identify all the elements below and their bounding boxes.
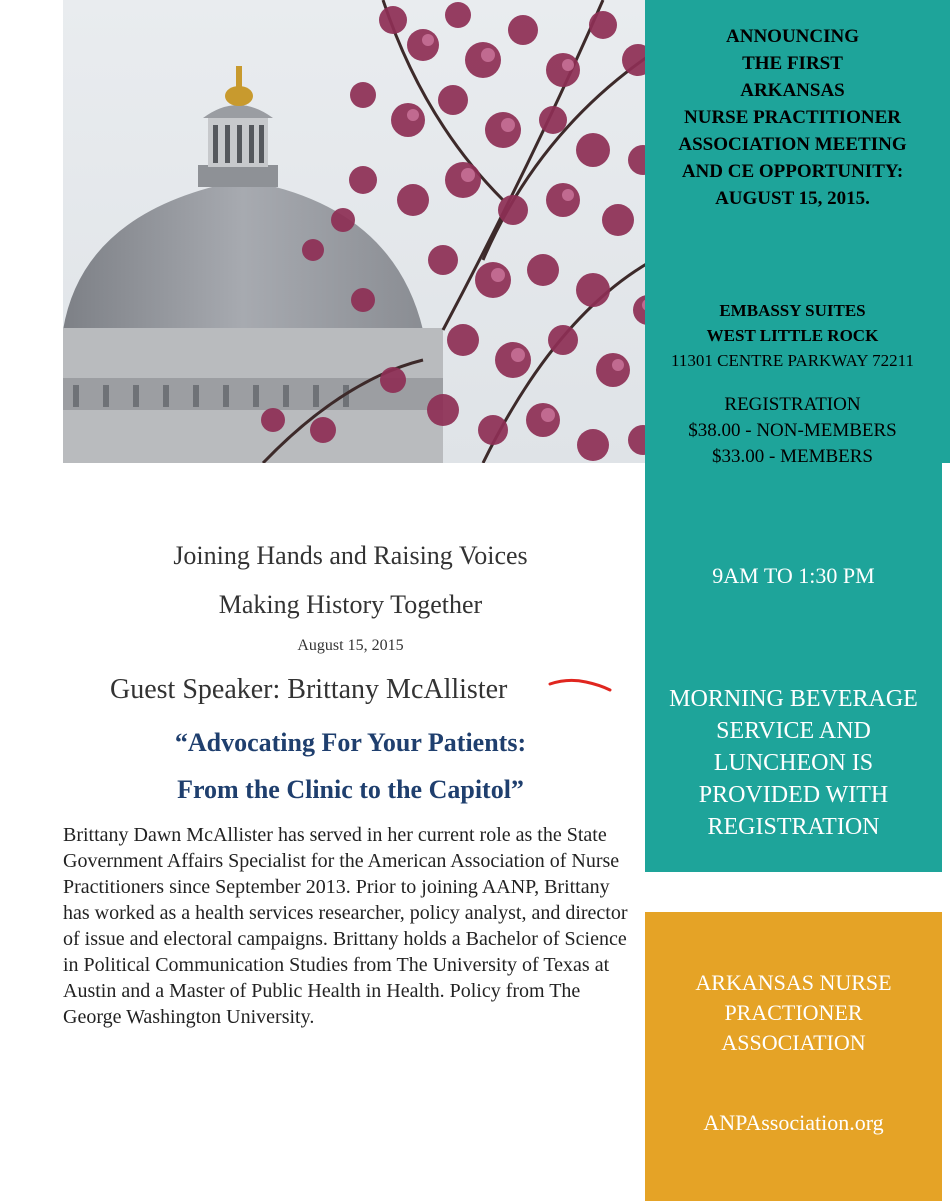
announcement-text: ANNOUNCING THE FIRST ARKANSAS NURSE PRACTITIONER ASSOCIATION MEETING AND CE OPPORTUNITY: AUGUST 15, 2015. xyxy=(678,26,907,209)
registration-heading: REGISTRATION xyxy=(724,394,861,415)
venue-city: WEST LITTLE ROCK xyxy=(706,326,879,345)
registration-non-members: $38.00 - NON-MEMBERS xyxy=(688,420,897,441)
registration-block xyxy=(640,392,945,470)
spellcheck-underline-icon xyxy=(548,678,614,694)
theme-line-1: Joining Hands and Raising Voices xyxy=(173,541,528,570)
guest-speaker: Guest Speaker: Brittany McAllister xyxy=(110,674,508,705)
talk-title-line-1: “Advocating For Your Patients: xyxy=(174,728,527,757)
event-date: August 15, 2015 xyxy=(297,637,404,654)
venue-name: EMBASSY SUITES xyxy=(719,301,866,320)
registration-members: $33.00 - MEMBERS xyxy=(712,446,873,467)
organization-url[interactable]: ANPAssociation.org xyxy=(703,1110,884,1135)
speaker-bio: Brittany Dawn McAllister has served in her current role as the State Government Affairs Specialist for the American Association of Nurse Practitioners since September 2013. Prior to joining AANP, Brittany has worked as a health services researcher, policy analyst, and director of issue and electoral campaigns. Brittany holds a Bachelor of Science in Political Communication Studies from The University of Texas at Austin and a Master of Public Health in Health. Policy from The George Washington University. xyxy=(63,824,628,1028)
talk-title-line-2: From the Clinic to the Capitol” xyxy=(177,775,524,804)
organization-panel xyxy=(645,912,942,1201)
beverage-note: MORNING BEVERAGE SERVICE AND LUNCHEON IS PROVIDED WITH REGISTRATION xyxy=(669,686,918,840)
hero-photo xyxy=(63,0,673,463)
organization-name: ARKANSAS NURSE PRACTIONER ASSOCIATION xyxy=(695,970,892,1055)
capitol-dome-magnolia-icon xyxy=(63,0,673,463)
venue-block xyxy=(640,298,945,373)
event-time: 9AM TO 1:30 PM xyxy=(712,563,875,588)
theme-line-2: Making History Together xyxy=(218,590,483,619)
venue-address: 11301 CENTRE PARKWAY 72211 xyxy=(671,351,914,370)
